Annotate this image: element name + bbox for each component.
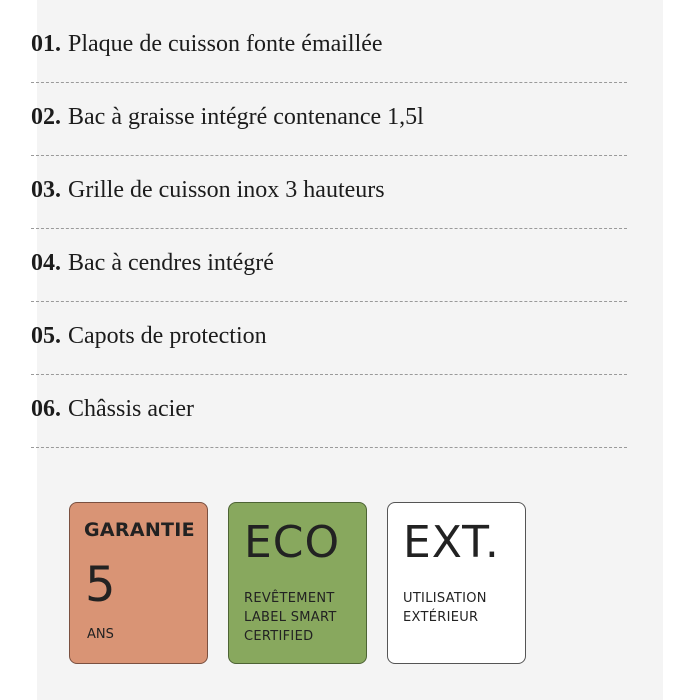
feature-text: Châssis acier	[68, 395, 194, 422]
garantie-title: GARANTIE	[84, 519, 195, 541]
eco-line: LABEL SMART	[244, 610, 337, 625]
ext-badge	[387, 502, 526, 664]
feature-text: Capots de protection	[68, 322, 267, 349]
list-item	[31, 375, 627, 448]
list-item	[31, 10, 627, 83]
feature-list	[31, 10, 627, 448]
feature-number: 05.	[31, 322, 61, 349]
feature-number: 02.	[31, 103, 61, 130]
feature-number: 04.	[31, 249, 61, 276]
garantie-unit: ANS	[87, 627, 114, 642]
ext-title: EXT.	[403, 517, 500, 568]
eco-title: ECO	[244, 517, 341, 568]
eco-line: CERTIFIED	[244, 629, 314, 644]
list-item	[31, 83, 627, 156]
feature-text: Grille de cuisson inox 3 hauteurs	[68, 176, 385, 203]
eco-line: REVÊTEMENT	[244, 591, 335, 606]
feature-number: 06.	[31, 395, 61, 422]
list-item	[31, 302, 627, 375]
garantie-badge	[69, 502, 208, 664]
ext-description	[403, 589, 487, 627]
feature-text: Bac à graisse intégré contenance 1,5l	[68, 103, 424, 130]
feature-number: 01.	[31, 30, 61, 57]
list-item	[31, 156, 627, 229]
list-item	[31, 229, 627, 302]
eco-description	[244, 589, 337, 646]
eco-badge	[228, 502, 367, 664]
ext-line: UTILISATION	[403, 591, 487, 606]
feature-number: 03.	[31, 176, 61, 203]
feature-text: Plaque de cuisson fonte émaillée	[68, 30, 383, 57]
ext-line: EXTÉRIEUR	[403, 610, 479, 625]
garantie-years: 5	[85, 557, 116, 613]
feature-text: Bac à cendres intégré	[68, 249, 274, 276]
